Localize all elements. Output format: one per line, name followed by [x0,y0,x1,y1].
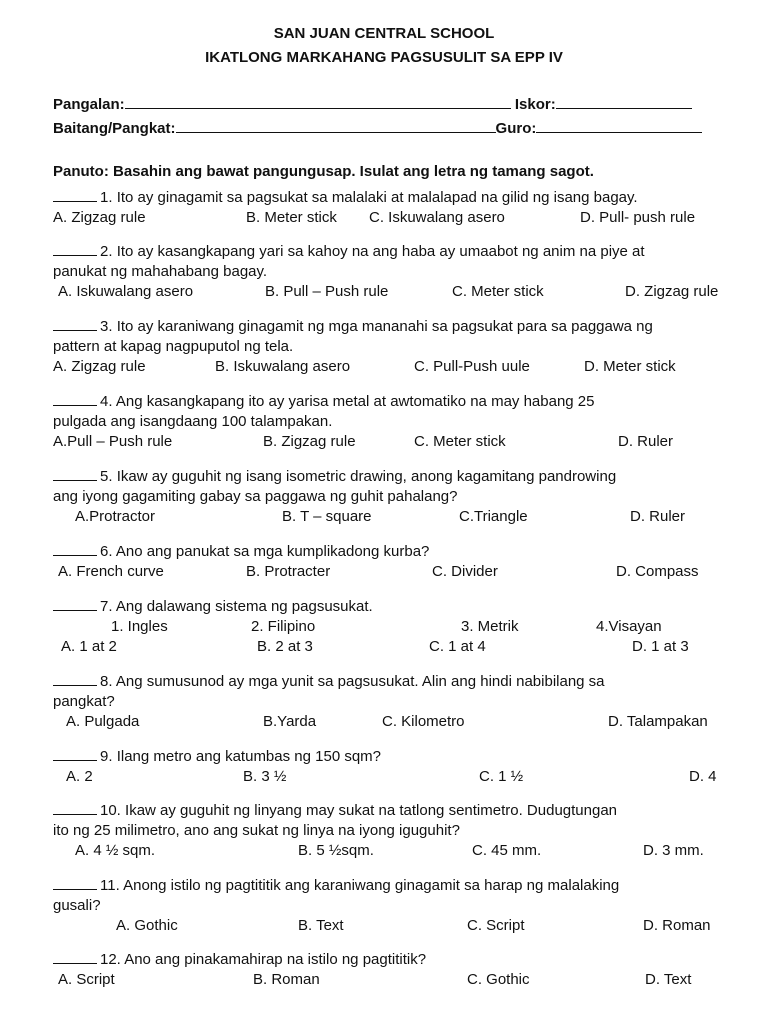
choice-d: D. Roman [643,917,711,934]
choice-c: C. Script [467,917,525,934]
choice-b: B. T – square [282,508,372,525]
question-text: ito ng 25 milimetro, ano ang sukat ng linya na iyong iguguhit? [53,822,460,839]
question-text-line [53,487,743,507]
question-text: pattern at kapag nagpuputol ng tela. [53,338,294,355]
score-label: Iskor: [514,96,556,113]
question-text-line [53,874,743,896]
answer-blank[interactable] [53,240,97,256]
question-text-line [53,390,743,412]
question-text-line [53,315,743,337]
question-text-line [53,540,743,562]
question-text: Ang sumusunod ay mga yunit sa pagsusukat. Alin ang hindi nabibilang sa [115,673,605,690]
question-7 [53,595,743,657]
choices-row [53,208,743,228]
choice-c: C. 1 ½ [479,768,524,785]
question-text-line [53,745,743,767]
question-number: 7. [100,598,116,615]
sublist-item: 3. Metrik [461,618,519,635]
choice-b: B.Yarda [263,713,317,730]
question-text-line [53,240,743,262]
question-12 [53,948,743,990]
question-10 [53,799,743,861]
question-number: 2. [100,243,117,260]
question-11 [53,874,743,936]
teacher-label: Guro: [495,120,537,137]
choice-d: D. Text [645,971,692,988]
question-number: 8. [100,673,116,690]
question-text: panukat ng mahahabang bagay. [53,263,268,280]
choice-c: C. Pull-Push uule [414,358,530,375]
sublist [53,617,743,637]
question-text: pulgada ang isangdaang 100 talampakan. [53,413,333,430]
question-text-line [53,896,743,916]
choice-b: B. Roman [253,971,320,988]
question-number: 11. [100,877,124,894]
question-text: Anong istilo ng pagtititik ang karaniwang ginagamit sa harap ng malalaking [123,877,620,894]
choice-c: C. Divider [432,563,498,580]
choices-row [53,282,743,302]
choice-c: C. 45 mm. [472,842,542,859]
answer-blank[interactable] [53,315,97,331]
choice-a: A. Zigzag rule [53,358,146,375]
question-number: 1. [100,189,117,206]
score-blank[interactable] [556,93,692,109]
choice-b: B. Zigzag rule [263,433,356,450]
answer-blank[interactable] [53,390,97,406]
question-text-line [53,948,743,970]
choice-d: D. Zigzag rule [625,283,719,300]
question-text-line [53,799,743,821]
choice-b: B. Iskuwalang asero [215,358,351,375]
choices-row [53,916,743,936]
choice-d: D. 1 at 3 [632,638,689,655]
choice-a: A.Protractor [75,508,156,525]
choice-c: C. Kilometro [382,713,465,730]
choices-row [53,767,743,787]
question-text-line [53,670,743,692]
question-text: Ano ang panukat sa mga kumplikadong kurba? [115,543,430,560]
choice-c: C.Triangle [459,508,528,525]
question-text: Ang kasangkapang ito ay yarisa metal at awtomatiko na may habang 25 [115,393,595,410]
exam-title: IKATLONG MARKAHANG PAGSUSULIT SA EPP IV [205,49,563,66]
grade-teacher-line [53,117,733,139]
name-score-line [53,93,733,115]
choice-d: D. 4 [689,768,717,785]
answer-blank[interactable] [53,186,97,202]
sublist-item: 2. Filipino [251,618,316,635]
choices-row [53,637,743,657]
question-text: gusali? [53,897,101,914]
choice-c: C. Gothic [467,971,530,988]
choice-a: A. 2 [66,768,93,785]
choice-a: A. Gothic [116,917,178,934]
answer-blank[interactable] [53,465,97,481]
choices-row [53,562,743,582]
question-text-line [53,186,743,208]
choice-c: C. 1 at 4 [429,638,486,655]
choice-a: A. Pulgada [66,713,140,730]
choice-d: D. Compass [616,563,699,580]
answer-blank[interactable] [53,874,97,890]
question-number: 12. [100,951,125,968]
question-number: 4. [100,393,116,410]
name-label: Pangalan: [53,96,125,113]
choices-row [53,712,743,732]
question-text-line [53,595,743,617]
grade-label: Baitang/Pangkat: [53,120,176,137]
answer-blank[interactable] [53,540,97,556]
question-number: 9. [100,748,117,765]
choice-d: D. Meter stick [584,358,676,375]
sublist-item: 4.Visayan [596,618,662,635]
choice-a: A. Iskuwalang asero [58,283,194,300]
choice-b: B. Pull – Push rule [265,283,389,300]
sublist-item: 1. Ingles [111,618,168,635]
choice-d: D. Talampakan [608,713,708,730]
question-2 [53,240,743,302]
choice-c: C. Iskuwalang asero [369,209,505,226]
question-text: pangkat? [53,693,115,710]
choice-b: B. 2 at 3 [257,638,313,655]
question-4 [53,390,743,452]
question-text: Ikaw ay guguhit ng isang isometric drawing, anong kagamitang pandrowing [116,468,617,485]
question-number: 5. [100,468,117,485]
question-text-line [53,262,743,282]
question-9 [53,745,743,787]
question-text-line [53,821,743,841]
question-3 [53,315,743,377]
answer-blank[interactable] [53,948,97,964]
choice-d: D. Ruler [630,508,686,525]
question-text: Ang dalawang sistema ng pagsusukat. [115,598,373,615]
choice-b: B. 3 ½ [243,768,287,785]
answer-blank[interactable] [53,595,97,611]
teacher-blank[interactable] [536,117,702,133]
question-1 [53,186,743,228]
choice-a: A. Script [58,971,115,988]
question-number: 3. [100,318,117,335]
choice-b: B. Protracter [246,563,331,580]
choice-b: B. 5 ½sqm. [298,842,374,859]
choice-b: B. Meter stick [246,209,337,226]
choice-a: A. 1 at 2 [61,638,117,655]
choice-a: A.Pull – Push rule [53,433,173,450]
name-blank[interactable] [125,93,511,109]
question-text-line [53,465,743,487]
choices-row [53,357,743,377]
grade-blank[interactable] [176,117,496,133]
question-text: Ano ang pinakamahirap na istilo ng pagtititik? [124,951,427,968]
question-text: Ito ay ginagamit sa pagsukat sa malalaki at malalapad na gilid ng isang bagay. [116,189,638,206]
question-number: 10. [100,802,126,819]
answer-blank[interactable] [53,799,97,815]
question-6 [53,540,743,582]
question-text: ang iyong gagamiting gabay sa paggawa ng guhit pahalang? [53,488,458,505]
choice-c: C. Meter stick [414,433,506,450]
answer-blank[interactable] [53,670,97,686]
choices-row [53,970,743,990]
question-text-line [53,412,743,432]
choice-d: D. Pull- push rule [580,209,696,226]
question-5 [53,465,743,527]
choices-row [53,432,743,452]
question-text-line [53,337,743,357]
question-text: Ito ay karaniwang ginagamit ng mga mananahi sa pagsukat para sa paggawa ng [116,318,653,335]
choices-row [53,507,743,527]
choice-d: D. 3 mm. [643,842,704,859]
instructions: Panuto: Basahin ang bawat pangungusap. Isulat ang letra ng tamang sagot. [53,163,594,180]
choice-a: A. French curve [58,563,164,580]
choices-row [53,841,743,861]
question-number: 6. [100,543,116,560]
choice-a: A. Zigzag rule [53,209,146,226]
answer-blank[interactable] [53,745,97,761]
choice-a: A. 4 ½ sqm. [75,842,156,859]
question-text: Ilang metro ang katumbas ng 150 sqm? [116,748,382,765]
question-8 [53,670,743,732]
choice-c: C. Meter stick [452,283,544,300]
question-text-line [53,692,743,712]
choice-b: B. Text [298,917,344,934]
question-text: Ikaw ay guguhit ng linyang may sukat na tatlong sentimetro. Dudugtungan [125,802,618,819]
school-name: SAN JUAN CENTRAL SCHOOL [273,25,495,42]
question-text: Ito ay kasangkapang yari sa kahoy na ang haba ay umaabot ng anim na piye at [116,243,645,260]
choice-d: D. Ruler [618,433,674,450]
